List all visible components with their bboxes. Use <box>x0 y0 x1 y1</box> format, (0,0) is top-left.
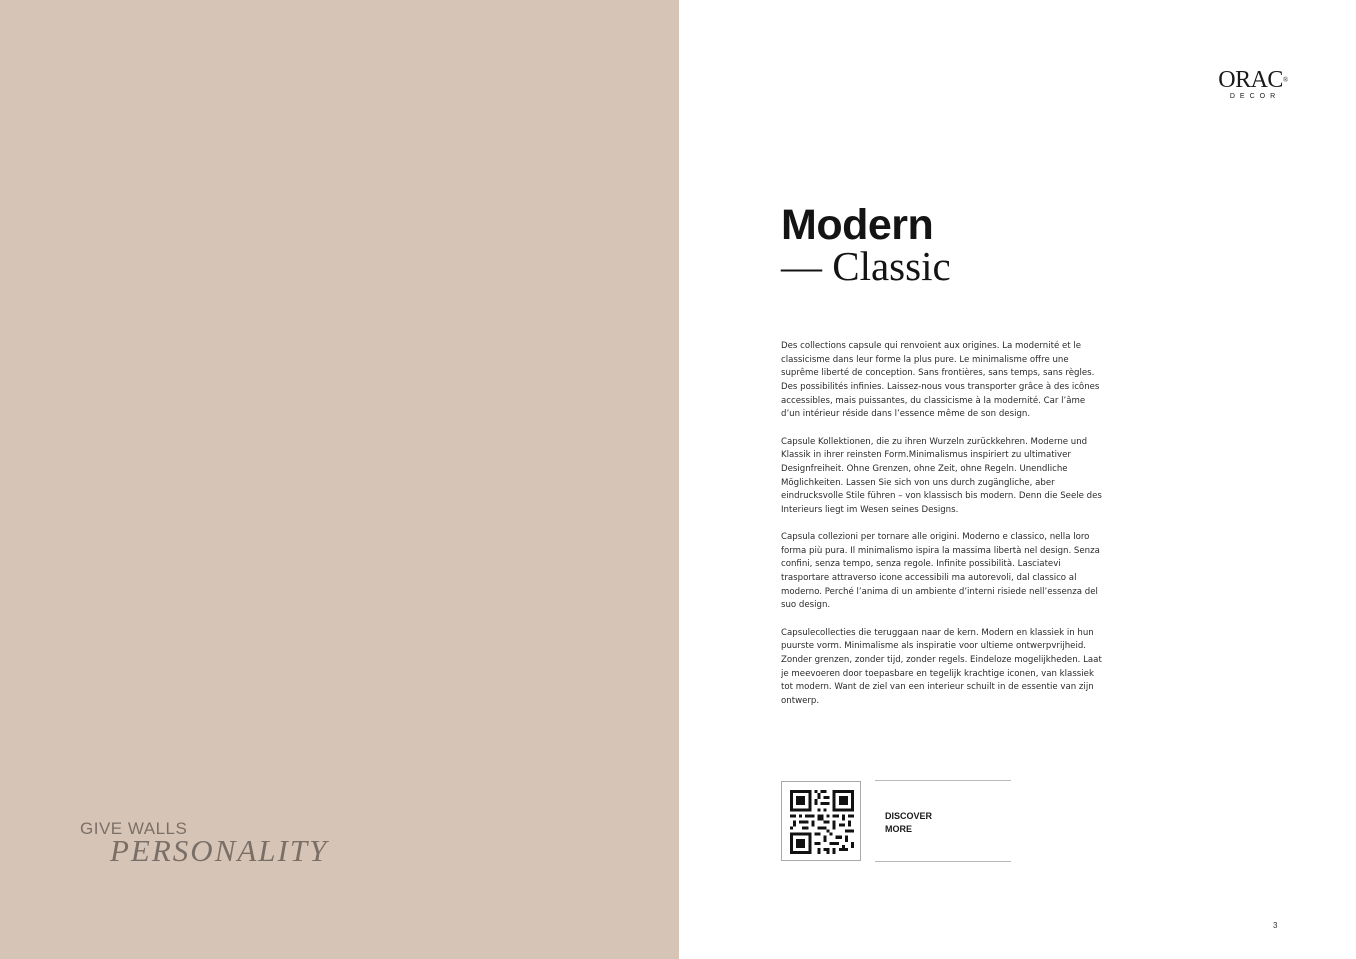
page-title-modern: Modern <box>781 201 934 249</box>
page-title-classic: — Classic <box>781 243 951 289</box>
body-text <box>781 340 1106 722</box>
logo-subtitle: DECOR <box>1229 93 1281 100</box>
paragraph-italian: Capsula collezioni per tornare alle origini. Moderno e classico, nella loro forma più pura. Il minimalismo ispira la massima libertà nel design. Senza confini, senza tempo, senza regole. Infinite possibilità. Lasciatevi trasportare attraverso icone accessibili ma autorevoli, dal classico al moderno. Perché l’anima di un ambiente d’interni risiede nell’essenza del suo design. <box>781 532 1100 611</box>
cta-divider-top <box>875 780 1011 781</box>
paragraph-german: Capsule Kollektionen, die zu ihren Wurzeln zurückkehren. Moderne und Klassik in ihrer reinsten Form.Minimalismus inspiriert zu ultimativer Designfreiheit. Ohne Grenzen, ohne Zeit, ohne Regeln. Unendliche Möglichkeiten. Lassen Sie sich von uns durch zugängliche, aber eindrucksvolle Stile führen – von klassisch bis modern. Denn die Seele des Interieurs liegt im Wesen seines Designs. <box>781 436 1102 515</box>
more-label: MORE <box>885 823 912 834</box>
page-number: 3 <box>1273 921 1278 930</box>
logo-wordmark: ORAC <box>1218 67 1283 93</box>
logo-registered-mark: ® <box>1282 76 1288 84</box>
discover-label: DISCOVER <box>885 811 933 821</box>
paragraph-french: Des collections capsule qui renvoient aux origines. La modernité et le classicisme dans leur forme la plus pure. Le minimalisme offre une suprême liberté de conception. Sans frontières, sans temps, sans règles. Des possibilités infinies. Laissez-nous vous transporter grâce à des icônes accessibles, mais puissantes, du classicisme à la modernité. Car l’âme d’un intérieur réside dans l’essence même de son design. <box>781 341 1100 420</box>
tagline-line1: GIVE WALLS <box>80 819 188 838</box>
cta-divider-bottom <box>875 861 1011 862</box>
qr-code-icon <box>790 790 854 854</box>
paragraph-dutch: Capsulecollecties die teruggaan naar de kern. Modern en klassiek in hun puurste vorm. Minimalisme als inspiratie voor ultieme ontwerpvrijheid. Zonder grenzen, zonder tijd, zonder regels. Eindeloze mogelijkheden. Laat je meevoeren door toepasbare en tegelijk krachtige iconen, van klassiek tot modern. Want de ziel van een interieur schuilt in de essentie van zijn ontwerp. <box>781 627 1102 707</box>
tagline-line2: PERSONALITY <box>110 833 329 868</box>
orac-decor-logo <box>1218 68 1288 100</box>
qr-code[interactable] <box>781 781 861 861</box>
discover-more-link[interactable] <box>885 810 965 835</box>
